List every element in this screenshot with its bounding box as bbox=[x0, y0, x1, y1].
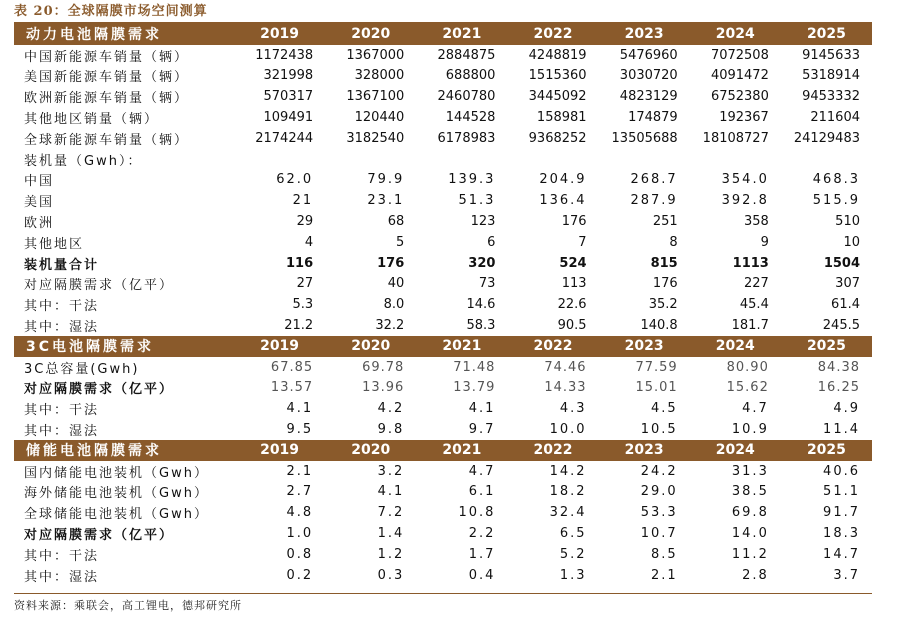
table-cell: 29.0 bbox=[640, 484, 678, 500]
table-cell: 392.8 bbox=[721, 193, 769, 209]
table-cell: 14.6 bbox=[466, 297, 496, 313]
year-header: 2019 bbox=[234, 24, 325, 45]
row-label: 其中：湿法 bbox=[24, 424, 100, 440]
year-header: 2025 bbox=[781, 24, 872, 45]
row-label: 其他地区销量（辆） bbox=[24, 112, 160, 128]
section-title: 动力电池隔膜需求 bbox=[14, 24, 234, 45]
table-row bbox=[14, 502, 872, 523]
table-cell: 6178983 bbox=[437, 130, 496, 146]
table-cell: 27 bbox=[296, 276, 314, 292]
table-row bbox=[14, 66, 872, 87]
table-cell: 3.7 bbox=[833, 567, 860, 583]
separator-market-table bbox=[14, 24, 872, 586]
table-cell: 10.5 bbox=[640, 422, 678, 438]
table-cell: 10.8 bbox=[458, 505, 496, 521]
table-cell: 24.2 bbox=[640, 463, 678, 479]
table-cell: 4.7 bbox=[468, 463, 496, 479]
table-cell: 21.2 bbox=[284, 318, 314, 334]
table-row bbox=[14, 294, 872, 315]
row-label: 海外储能电池装机（Gwh） bbox=[24, 486, 209, 502]
table-caption: 表 20：全球隔膜市场空间测算 bbox=[14, 4, 208, 19]
table-cell: 268.7 bbox=[630, 172, 678, 188]
table-cell: 3182540 bbox=[346, 130, 405, 146]
table-cell bbox=[781, 149, 872, 170]
row-label: 其中：干法 bbox=[24, 403, 100, 419]
table-cell: 158981 bbox=[536, 110, 587, 126]
table-cell: 61.4 bbox=[831, 297, 860, 313]
table-cell: 11.4 bbox=[823, 422, 860, 438]
year-header: 2025 bbox=[781, 336, 872, 357]
table-cell: 6.5 bbox=[559, 526, 587, 542]
table-cell: 4.7 bbox=[742, 401, 769, 417]
table-cell: 7072508 bbox=[710, 47, 769, 63]
table-row bbox=[14, 315, 872, 336]
row-label: 美国新能源车销量（辆） bbox=[24, 70, 190, 86]
table-row bbox=[14, 357, 872, 378]
table-row bbox=[14, 107, 872, 128]
table-cell: 67.85 bbox=[270, 359, 314, 375]
table-cell: 80.90 bbox=[726, 359, 769, 375]
table-cell: 2174244 bbox=[255, 130, 314, 146]
table-cell bbox=[599, 149, 690, 170]
row-label: 其他地区 bbox=[24, 236, 85, 252]
table-cell: 9145633 bbox=[802, 47, 860, 63]
table-cell: 8.5 bbox=[651, 546, 678, 562]
table-cell bbox=[507, 149, 598, 170]
table-cell: 14.0 bbox=[731, 526, 769, 542]
table-cell: 2.1 bbox=[286, 463, 314, 479]
table-cell: 4.9 bbox=[833, 401, 860, 417]
table-cell: 18108727 bbox=[702, 130, 769, 146]
table-cell: 10.7 bbox=[640, 526, 678, 542]
table-cell: 9453332 bbox=[802, 89, 860, 105]
table-cell: 13.57 bbox=[270, 380, 314, 396]
table-cell: 13505688 bbox=[611, 130, 678, 146]
table-cell: 5476960 bbox=[619, 47, 678, 63]
year-header: 2020 bbox=[325, 24, 416, 45]
table-cell: 14.2 bbox=[549, 463, 587, 479]
table-cell: 140.8 bbox=[640, 318, 678, 334]
table-row bbox=[14, 378, 872, 399]
table-cell: 2.1 bbox=[651, 567, 678, 583]
table-cell: 815 bbox=[650, 255, 678, 271]
table-row bbox=[14, 190, 872, 211]
table-cell: 570317 bbox=[263, 89, 314, 105]
year-header: 2019 bbox=[234, 440, 325, 461]
table-cell bbox=[234, 149, 325, 170]
table-row bbox=[14, 544, 872, 565]
table-row bbox=[14, 523, 872, 544]
table-cell: 1.2 bbox=[377, 546, 405, 562]
table-cell: 227 bbox=[744, 276, 769, 292]
table-cell: 144528 bbox=[445, 110, 496, 126]
table-cell: 5318914 bbox=[802, 68, 860, 84]
table-row bbox=[14, 419, 872, 440]
table-cell: 3030720 bbox=[619, 68, 678, 84]
table-cell: 204.9 bbox=[539, 172, 587, 188]
year-header: 2022 bbox=[507, 336, 598, 357]
table-cell: 7.2 bbox=[377, 505, 405, 521]
table-cell: 2.7 bbox=[286, 484, 314, 500]
year-header: 2021 bbox=[416, 24, 507, 45]
row-label: 全球新能源车销量（辆） bbox=[24, 132, 190, 148]
table-cell: 0.8 bbox=[286, 546, 314, 562]
source-note: 资料来源：乘联会，高工锂电，德邦研究所 bbox=[14, 599, 242, 612]
table-cell: 354.0 bbox=[721, 172, 769, 188]
table-cell: 4.8 bbox=[286, 505, 314, 521]
table-cell: 4.3 bbox=[559, 401, 587, 417]
row-label: 中国新能源车销量（辆） bbox=[24, 49, 190, 65]
table-cell bbox=[416, 149, 507, 170]
table-cell: 45.4 bbox=[739, 297, 769, 313]
table-cell: 136.4 bbox=[539, 193, 587, 209]
table-cell: 1172438 bbox=[255, 47, 314, 63]
table-cell: 91.7 bbox=[823, 505, 860, 521]
table-cell: 3.2 bbox=[377, 463, 405, 479]
table-cell: 174879 bbox=[628, 110, 678, 126]
table-cell: 53.3 bbox=[640, 505, 678, 521]
bottom-rule bbox=[14, 593, 872, 594]
table-row bbox=[14, 86, 872, 107]
table-cell: 2.2 bbox=[468, 526, 496, 542]
table-cell: 71.48 bbox=[453, 359, 496, 375]
table-cell: 1504 bbox=[823, 255, 860, 271]
table-cell: 15.62 bbox=[726, 380, 769, 396]
row-label: 对应隔膜需求（亿平） bbox=[24, 528, 175, 544]
table-cell: 321998 bbox=[263, 68, 314, 84]
table-cell: 139.3 bbox=[448, 172, 496, 188]
year-header: 2023 bbox=[599, 24, 690, 45]
year-header: 2023 bbox=[599, 336, 690, 357]
table-cell: 109491 bbox=[263, 110, 314, 126]
year-header: 2022 bbox=[507, 24, 598, 45]
table-cell: 1.0 bbox=[286, 526, 314, 542]
table-cell: 688800 bbox=[445, 68, 496, 84]
table-cell: 29 bbox=[296, 214, 314, 230]
table-cell: 1367000 bbox=[346, 47, 405, 63]
table-row bbox=[14, 565, 872, 586]
table-cell: 4823129 bbox=[619, 89, 678, 105]
table-cell: 14.33 bbox=[544, 380, 587, 396]
table-cell: 123 bbox=[470, 214, 496, 230]
table-cell: 2884875 bbox=[437, 47, 496, 63]
row-label: 美国 bbox=[24, 195, 55, 211]
table-cell: 116 bbox=[286, 255, 314, 271]
table-cell: 51.1 bbox=[823, 484, 860, 500]
section-title: 3C电池隔膜需求 bbox=[14, 336, 234, 357]
year-header: 2019 bbox=[234, 336, 325, 357]
table-cell bbox=[690, 149, 781, 170]
table-cell: 74.46 bbox=[544, 359, 587, 375]
section-header-row bbox=[14, 24, 872, 45]
table-cell: 58.3 bbox=[466, 318, 496, 334]
table-cell: 9 bbox=[760, 234, 769, 250]
table-cell: 4248819 bbox=[528, 47, 587, 63]
year-header: 2024 bbox=[690, 440, 781, 461]
table-cell: 13.79 bbox=[453, 380, 496, 396]
table-cell: 23.1 bbox=[367, 193, 405, 209]
table-row bbox=[14, 253, 872, 274]
table-cell: 1.7 bbox=[468, 546, 496, 562]
table-cell: 31.3 bbox=[731, 463, 769, 479]
table-cell: 328000 bbox=[354, 68, 405, 84]
table-cell: 211604 bbox=[810, 110, 860, 126]
row-label: 3C总容量(Gwh) bbox=[24, 361, 140, 377]
table-cell: 84.38 bbox=[817, 359, 860, 375]
table-cell: 14.7 bbox=[823, 546, 860, 562]
table-row bbox=[14, 45, 872, 66]
table-cell: 69.78 bbox=[362, 359, 405, 375]
table-row bbox=[14, 232, 872, 253]
table-cell: 113 bbox=[561, 276, 587, 292]
table-cell: 524 bbox=[559, 255, 587, 271]
table-cell: 4.1 bbox=[377, 484, 405, 500]
table-cell: 9.8 bbox=[377, 422, 405, 438]
table-cell: 79.9 bbox=[367, 172, 405, 188]
table-row bbox=[14, 170, 872, 191]
table-cell: 73 bbox=[478, 276, 496, 292]
table-cell: 15.01 bbox=[635, 380, 678, 396]
table-cell: 6752380 bbox=[710, 89, 769, 105]
table-cell: 11.2 bbox=[731, 546, 769, 562]
table-cell: 320 bbox=[468, 255, 496, 271]
row-label: 全球储能电池装机（Gwh） bbox=[24, 507, 209, 523]
row-label: 对应隔膜需求（亿平） bbox=[24, 278, 175, 294]
table-cell: 35.2 bbox=[648, 297, 678, 313]
year-header: 2024 bbox=[690, 24, 781, 45]
table-cell: 40.6 bbox=[823, 463, 860, 479]
table-cell: 40 bbox=[387, 276, 405, 292]
table-cell: 307 bbox=[835, 276, 860, 292]
table-cell: 1113 bbox=[732, 255, 769, 271]
year-header: 2020 bbox=[325, 440, 416, 461]
table-body bbox=[14, 24, 872, 586]
table-row bbox=[14, 461, 872, 482]
table-cell: 192367 bbox=[719, 110, 769, 126]
row-label: 欧洲新能源车销量（辆） bbox=[24, 91, 190, 107]
year-header: 2021 bbox=[416, 440, 507, 461]
year-header: 2020 bbox=[325, 336, 416, 357]
row-label: 国内储能电池装机（Gwh） bbox=[24, 465, 209, 481]
table-row bbox=[14, 398, 872, 419]
table-cell: 0.2 bbox=[286, 567, 314, 583]
table-cell: 4.1 bbox=[286, 401, 314, 417]
table-row bbox=[14, 211, 872, 232]
table-cell: 8.0 bbox=[383, 297, 405, 313]
table-cell: 18.2 bbox=[549, 484, 587, 500]
table-cell: 5.3 bbox=[292, 297, 314, 313]
table-cell: 1.4 bbox=[377, 526, 405, 542]
row-label: 对应隔膜需求（亿平） bbox=[24, 382, 175, 398]
year-header: 2022 bbox=[507, 440, 598, 461]
row-label: 其中：湿法 bbox=[24, 569, 100, 585]
table-cell: 3445092 bbox=[528, 89, 587, 105]
table-cell: 287.9 bbox=[630, 193, 678, 209]
table-cell: 9.5 bbox=[286, 422, 314, 438]
table-cell: 510 bbox=[835, 214, 860, 230]
table-cell: 32.4 bbox=[549, 505, 587, 521]
year-header: 2021 bbox=[416, 336, 507, 357]
table-cell: 18.3 bbox=[823, 526, 860, 542]
section-header-row bbox=[14, 440, 872, 461]
table-cell: 32.2 bbox=[375, 318, 405, 334]
table-cell: 24129483 bbox=[793, 130, 860, 146]
row-label: 装机量（Gwh）： bbox=[24, 153, 143, 169]
table-cell: 10 bbox=[843, 234, 860, 250]
table-cell: 181.7 bbox=[731, 318, 769, 334]
table-row bbox=[14, 274, 872, 295]
table-cell: 358 bbox=[744, 214, 769, 230]
row-label: 中国 bbox=[24, 174, 55, 190]
table-row bbox=[14, 128, 872, 149]
table-cell: 51.3 bbox=[458, 193, 496, 209]
table-cell: 7 bbox=[578, 234, 587, 250]
table-cell: 120440 bbox=[354, 110, 405, 126]
table-cell: 5 bbox=[396, 234, 405, 250]
table-cell: 21 bbox=[292, 193, 314, 209]
table-cell: 69.8 bbox=[731, 505, 769, 521]
table-cell: 77.59 bbox=[635, 359, 678, 375]
year-header: 2023 bbox=[599, 440, 690, 461]
table-cell: 4.5 bbox=[651, 401, 678, 417]
table-cell: 9.7 bbox=[468, 422, 496, 438]
section-title: 储能电池隔膜需求 bbox=[14, 440, 234, 461]
row-label: 其中：湿法 bbox=[24, 320, 100, 336]
row-label: 其中：干法 bbox=[24, 299, 100, 315]
year-header: 2024 bbox=[690, 336, 781, 357]
table-row bbox=[14, 149, 872, 170]
table-cell: 16.25 bbox=[817, 380, 860, 396]
table-cell: 62.0 bbox=[276, 172, 314, 188]
table-cell: 6 bbox=[487, 234, 496, 250]
table-cell: 4.2 bbox=[377, 401, 405, 417]
table-cell: 4 bbox=[304, 234, 314, 250]
table-cell: 176 bbox=[561, 214, 587, 230]
section-header-row bbox=[14, 336, 872, 357]
table-cell: 2.8 bbox=[742, 567, 769, 583]
table-cell: 22.6 bbox=[557, 297, 587, 313]
row-label: 其中：干法 bbox=[24, 548, 100, 564]
table-cell: 10.0 bbox=[549, 422, 587, 438]
table-cell: 176 bbox=[377, 255, 405, 271]
table-cell: 245.5 bbox=[822, 318, 860, 334]
table-cell: 0.4 bbox=[468, 567, 496, 583]
table-cell: 6.1 bbox=[468, 484, 496, 500]
table-cell: 1515360 bbox=[528, 68, 587, 84]
table-cell: 1367100 bbox=[346, 89, 405, 105]
table-cell: 90.5 bbox=[557, 318, 587, 334]
table-cell: 2460780 bbox=[437, 89, 496, 105]
table-cell bbox=[325, 149, 416, 170]
table-cell: 4.1 bbox=[468, 401, 496, 417]
table-row bbox=[14, 482, 872, 503]
table-cell: 5.2 bbox=[559, 546, 587, 562]
table-cell: 176 bbox=[652, 276, 678, 292]
table-cell: 8 bbox=[669, 234, 678, 250]
table-cell: 38.5 bbox=[731, 484, 769, 500]
row-label: 欧洲 bbox=[24, 216, 55, 232]
table-cell: 9368252 bbox=[528, 130, 587, 146]
table-cell: 13.96 bbox=[362, 380, 405, 396]
table-cell: 515.9 bbox=[812, 193, 860, 209]
table-cell: 0.3 bbox=[377, 567, 405, 583]
table-cell: 251 bbox=[652, 214, 678, 230]
table-cell: 68 bbox=[387, 214, 405, 230]
row-label: 装机量合计 bbox=[24, 257, 100, 273]
year-header: 2025 bbox=[781, 440, 872, 461]
table-cell: 4091472 bbox=[710, 68, 769, 84]
table-cell: 1.3 bbox=[559, 567, 587, 583]
table-cell: 468.3 bbox=[812, 172, 860, 188]
table-cell: 10.9 bbox=[731, 422, 769, 438]
